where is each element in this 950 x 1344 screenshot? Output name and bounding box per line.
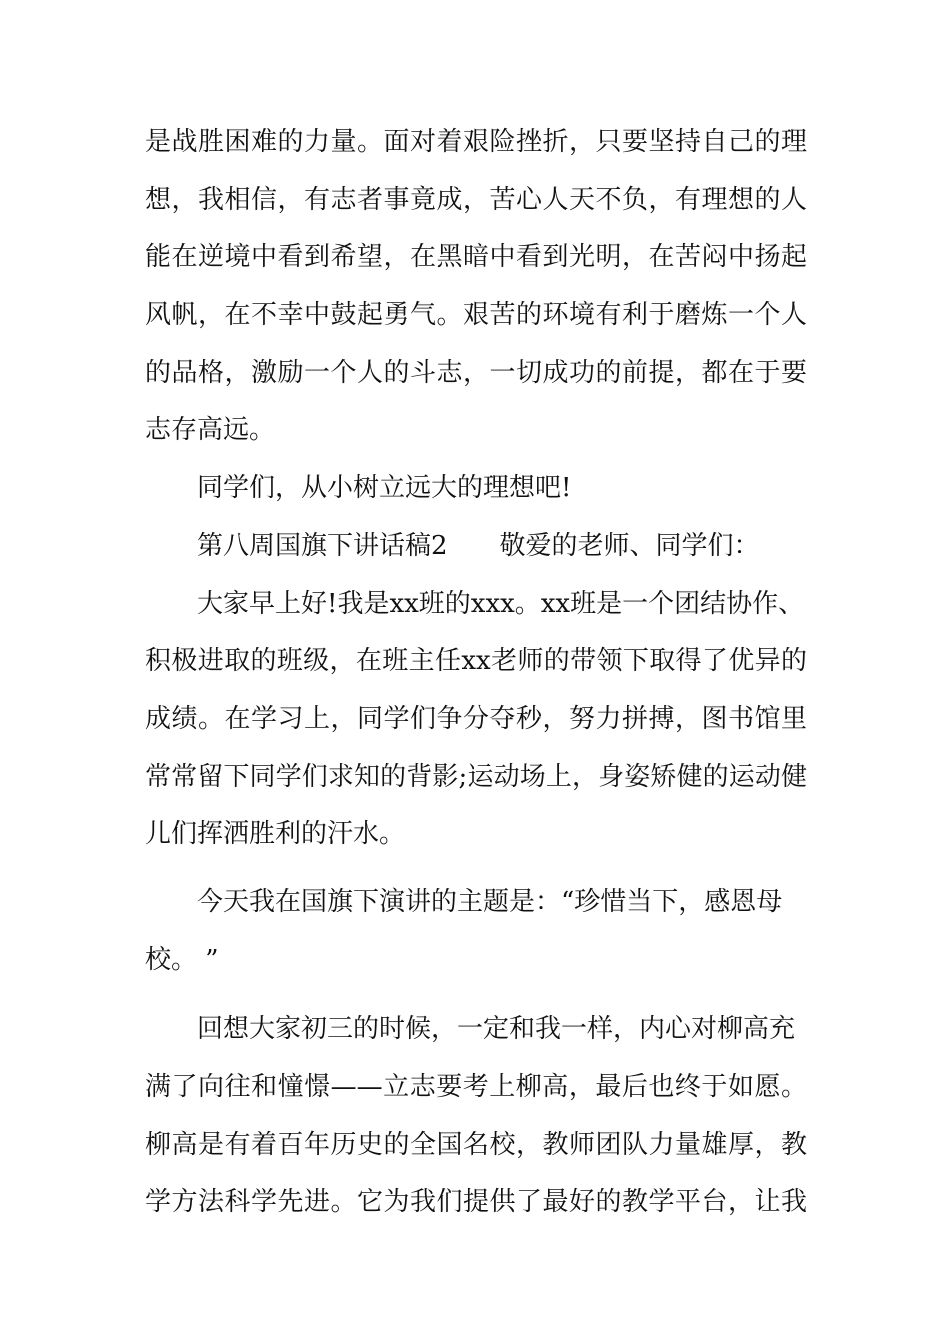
text-line: 学方法科学先进。它为我们提供了最好的教学平台，让我	[145, 1187, 807, 1218]
text-line: 志存高远。	[145, 415, 276, 446]
text-line: 柳高是有着百年历史的全国名校，教师团队力量雄厚，教	[145, 1129, 807, 1160]
paragraph-line: 大家早上好!我是xx班的xxx。xx班是一个团结协作、	[197, 588, 805, 619]
text-line: 的品格，激励一个人的斗志，一切成功的前提，都在于要	[145, 357, 807, 388]
text-line: 校。 ”	[145, 944, 219, 975]
text-line: 想，我相信，有志者事竟成，苦心人天不负，有理想的人	[145, 184, 807, 215]
text-line: 积极进取的班级，在班主任xx老师的带领下取得了优异的	[145, 646, 807, 677]
paragraph-line: 同学们，从小树立远大的理想吧!	[197, 473, 572, 504]
text-line: 成绩。在学习上，同学们争分夺秒，努力拼搏，图书馆里	[145, 703, 807, 734]
paragraph-line: 今天我在国旗下演讲的主题是：“珍惜当下，感恩母	[197, 886, 783, 917]
body-text	[145, 114, 807, 1232]
text-line: 风帆，在不幸中鼓起勇气。艰苦的环境有利于磨炼一个人	[145, 300, 807, 331]
text-line: 常常留下同学们求知的背影;运动场上，身姿矫健的运动健	[145, 761, 807, 792]
paragraph-line: 回想大家初三的时候，一定和我一样，内心对柳高充	[197, 1014, 796, 1045]
text-line: 满了向往和憧憬——立志要考上柳高，最后也终于如愿。	[145, 1072, 807, 1102]
text-line: 是战胜困难的力量。面对着艰险挫折，只要坚持自己的理	[145, 127, 807, 157]
section-heading: 第八周国旗下讲话稿2 敬爱的老师、同学们：	[197, 530, 760, 561]
text-line: 儿们挥洒胜利的汗水。	[145, 819, 406, 850]
text-line: 能在逆境中看到希望，在黑暗中看到光明，在苦闷中扬起	[145, 242, 807, 273]
